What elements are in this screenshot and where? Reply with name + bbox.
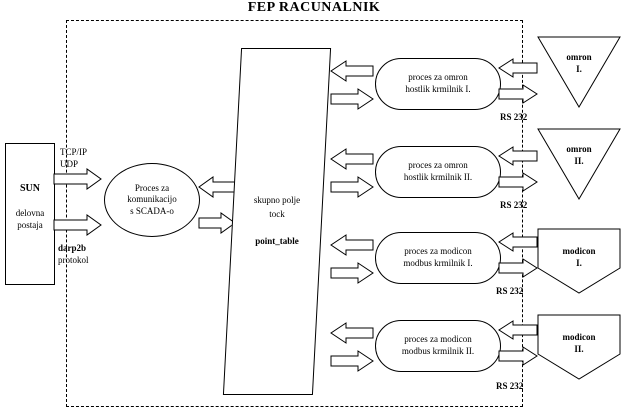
arrow-pointtable-to-proc2 (330, 176, 374, 203)
device-3-name: modicon (562, 246, 596, 256)
sun-label: SUN (19, 183, 40, 194)
comm-process-line-2: komunikacijo (127, 194, 177, 205)
protocol-darp2b-sublabel: protokol (58, 255, 89, 265)
process-3-line-2: modbus krmilnik I. (403, 258, 473, 268)
device-omron-1-label (537, 52, 621, 75)
arrow-proc2-to-pointtable (330, 148, 374, 175)
process-1-line-1: proces za omron (408, 72, 468, 83)
serial-label-1: RS 232 (500, 112, 528, 122)
comm-process-line-3: s SCADA-o (130, 205, 174, 216)
diagram-title: FEP RACUNALNIK (247, 0, 381, 15)
device-modicon-1-label (537, 246, 621, 269)
device-1-index: I. (576, 63, 582, 74)
serial-label-2: RS 232 (500, 200, 528, 210)
arrow-modicon2-to-proc (498, 320, 538, 345)
point-table-store (223, 48, 331, 395)
process-2-line-1: proces za omron (408, 160, 468, 171)
serial-label-4: RS 232 (496, 381, 524, 391)
device-omron-2-label (537, 144, 621, 167)
process-node-omron-2 (375, 146, 501, 198)
arrow-omron2-to-proc (498, 146, 538, 171)
arrow-pointtable-to-proc4 (330, 350, 374, 377)
process-node-modicon-1 (375, 232, 501, 284)
device-2-index: II. (574, 155, 584, 166)
arrow-proc-to-omron2 (498, 172, 538, 197)
process-node-omron-1 (375, 58, 501, 110)
sun-sublabel-1: delovna (15, 208, 45, 218)
device-2-name: omron (566, 144, 592, 154)
device-3-index: I. (576, 257, 582, 268)
protocol-tcpip-label: TCP/IP (60, 147, 88, 157)
arrow-pointtable-to-comm (198, 176, 236, 203)
arrow-modicon1-to-proc (498, 232, 538, 257)
arrow-omron1-to-proc (498, 58, 538, 83)
arrow-proc-to-modicon1 (498, 258, 538, 283)
arrow-pointtable-to-proc1 (330, 88, 374, 115)
device-1-name: omron (566, 52, 592, 62)
process-4-line-2: modbus krmilnik II. (401, 346, 475, 356)
serial-label-3: RS 232 (496, 286, 524, 296)
process-4-line-1: proces za modicon (404, 334, 472, 345)
sun-workstation (5, 143, 55, 285)
arrow-proc3-to-pointtable (330, 234, 374, 261)
point-table-line-1: skupno polje (253, 195, 301, 206)
arrow-pointtable-to-proc3 (330, 262, 374, 289)
communication-process-node (104, 163, 200, 237)
process-2-line-2: hostlik krmilnik II. (403, 172, 473, 182)
point-table-line-2: tock (269, 208, 285, 219)
process-1-line-2: hostlik krmilnik I. (405, 84, 471, 94)
device-modicon-2-label (537, 332, 621, 355)
sun-sublabel-2: postaja (17, 220, 43, 230)
arrow-sun-to-comm-upper (53, 168, 103, 195)
comm-process-line-1: Proces za (134, 183, 170, 194)
protocol-darp2b-label: darp2b (58, 243, 87, 253)
arrow-proc-to-omron1 (498, 84, 538, 109)
protocol-udp-label: UDP (60, 159, 79, 169)
process-node-modicon-2 (375, 320, 501, 372)
process-3-line-1: proces za modicon (404, 246, 472, 257)
arrow-proc1-to-pointtable (330, 60, 374, 87)
arrow-proc-to-modicon2 (498, 346, 538, 371)
arrow-sun-to-comm-lower (53, 214, 103, 241)
arrow-proc4-to-pointtable (330, 322, 374, 349)
device-4-index: II. (574, 343, 584, 354)
point-table-name: point_table (255, 236, 299, 247)
device-4-name: modicon (562, 332, 596, 342)
